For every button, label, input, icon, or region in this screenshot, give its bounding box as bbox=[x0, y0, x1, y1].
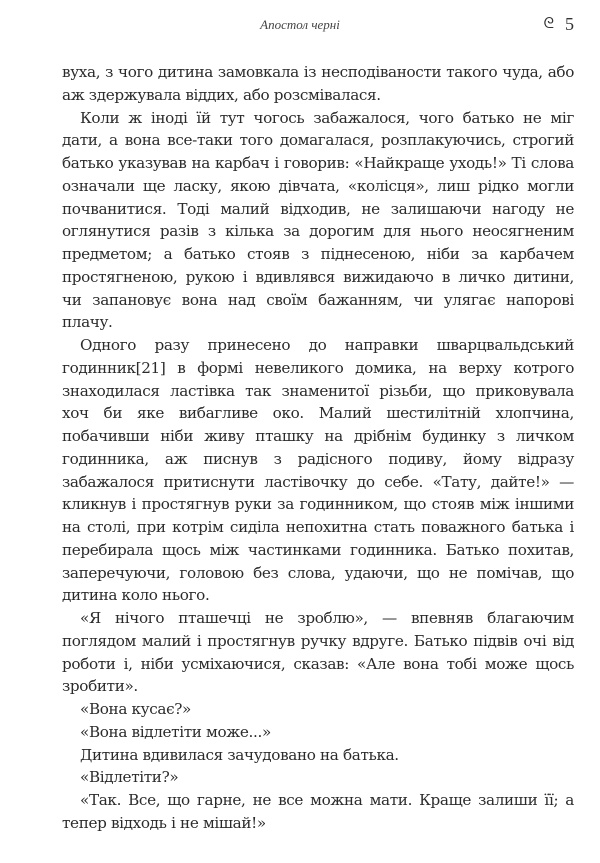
paragraph bbox=[62, 607, 574, 698]
paragraph bbox=[62, 334, 574, 607]
text-line: Одного разу принесено до направки шварцвальдський bbox=[80, 336, 574, 354]
paragraph bbox=[62, 766, 574, 789]
text-line: батько указував на карбач і говорив: «Найкраще уходь!» Ті слова bbox=[62, 154, 574, 172]
text-line: дати, а вона все-таки того домагалася, розплакуючись, строгий bbox=[62, 131, 574, 150]
text-line: годинник[21] в формі невеликого домика, на верху котрого bbox=[62, 358, 574, 377]
text-line: предметом; а батько стояв з піднесеною, ніби за карбачем bbox=[62, 245, 574, 263]
text-line: «Вона відлетіти може...» bbox=[80, 722, 271, 741]
text-line: вуха, з чого дитина замовкала із несподіваности такого чуда, або bbox=[62, 63, 574, 81]
body-text bbox=[62, 61, 574, 835]
text-line: дитина коло нього. bbox=[62, 586, 210, 605]
text-line: оглянутися разів з кілька за дорогим для нього неосягненим bbox=[62, 222, 574, 241]
text-line: почванитися. Тоді малий відходив, не залишаючи нагоду не bbox=[62, 199, 574, 218]
text-line: означали ще ласку, якою дівчата, «колісця», лиш рідко могли bbox=[62, 176, 574, 195]
text-line: «Вона кусає?» bbox=[80, 700, 191, 718]
paragraph bbox=[62, 61, 574, 107]
text-line: зробити». bbox=[62, 677, 138, 696]
text-line: плачу. bbox=[62, 313, 113, 332]
text-line: тепер відходь і не мішай!» bbox=[62, 813, 266, 832]
text-line: Коли ж іноді їй тут чогось забажалося, чого батько не міг bbox=[80, 108, 574, 127]
text-line: «Я нічого пташечці не зроблю», — впевняв благаючим bbox=[80, 609, 574, 627]
text-line: кликнув і простягнув руки за годинником, що стояв між іншими bbox=[62, 495, 574, 514]
header-title: Апостол черні bbox=[260, 17, 340, 32]
text-line: забажалося притиснути ластівочку до себе. «Тату, дайте!» — bbox=[62, 472, 574, 491]
paragraph bbox=[62, 107, 574, 335]
text-line: заперечуючи, головою без слова, удаючи, що не помічав, що bbox=[62, 563, 574, 582]
text-line: «Відлетіти?» bbox=[80, 768, 179, 787]
text-line: поглядом малий і простягнув ручку вдруге. Батько підвів очі від bbox=[62, 631, 574, 650]
page-number: 5 bbox=[565, 14, 574, 34]
text-line: на столі, при котрім сиділа непохитна стать поважного батька і bbox=[62, 518, 574, 536]
text-line: «Так. Все, що гарне, не все можна мати. Краще залиши її; а bbox=[80, 791, 574, 809]
text-line: аж здержувала віддих, або розсмівалася. bbox=[62, 85, 381, 104]
paragraph bbox=[62, 744, 574, 767]
ornament-icon: ᘓ bbox=[543, 14, 554, 32]
text-line: годинника, аж писнув з радісного подиву, йому відразу bbox=[62, 449, 574, 468]
text-line: побачивши ніби живу пташку на дрібнім будинку з личком bbox=[62, 427, 574, 445]
text-line: роботи і, ніби усміхаючися, сказав: «Але вона тобі може щось bbox=[62, 654, 574, 673]
paragraph bbox=[62, 721, 574, 744]
paragraph bbox=[62, 698, 574, 721]
text-line: хоч би яке вибагливе око. Малий шестилітній хлопчина, bbox=[62, 404, 574, 423]
paragraph bbox=[62, 789, 574, 835]
text-line: знаходилася ластівка так знаменитої різьби, що приковувала bbox=[62, 381, 574, 400]
text-line: перебирала щось між частинками годинника. Батько похитав, bbox=[62, 540, 574, 559]
text-line: Дитина вдивилася зачудовано на батька. bbox=[80, 745, 399, 764]
text-line: простягненою, рукою і вдивлявся вижидаючо в личко дитини, bbox=[62, 267, 574, 286]
text-line: чи запановує вона над своїм бажанням, чи улягає напорові bbox=[62, 290, 574, 309]
